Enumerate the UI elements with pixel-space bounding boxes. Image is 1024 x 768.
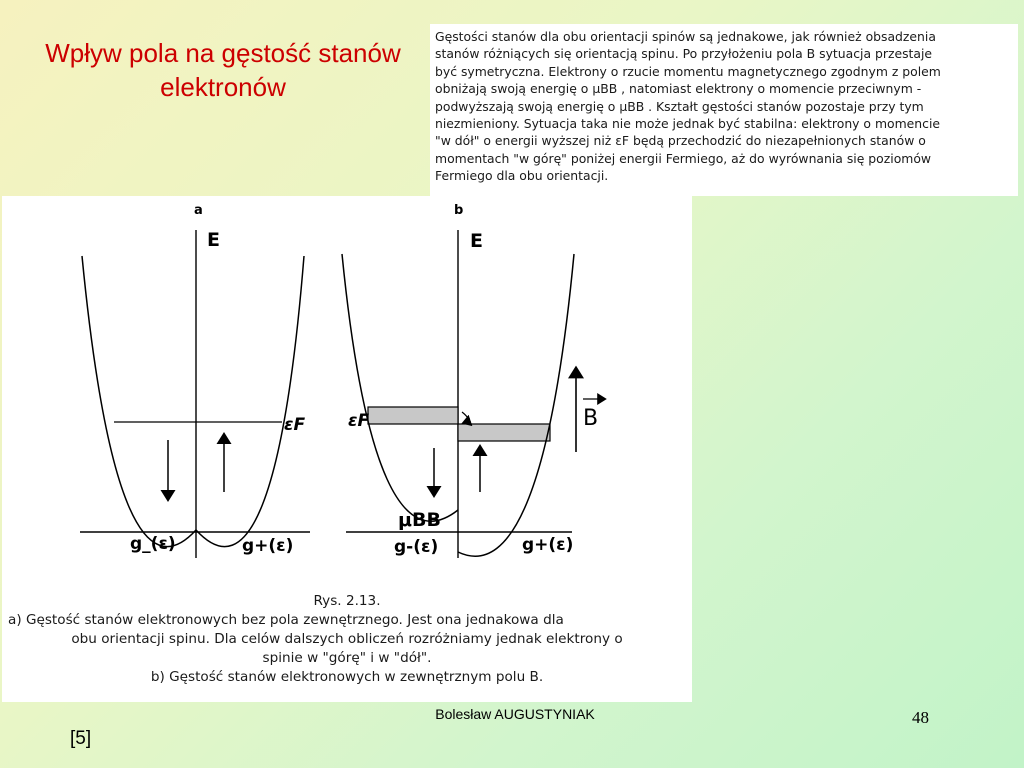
text-line: stanów różniących się orientacją spinu. Po przyłożeniu pola B sytuacja przestaje: [435, 46, 933, 62]
dos-diagram: [2, 196, 692, 596]
slide-title-line2: elektronów: [160, 72, 286, 102]
page-number: 48: [912, 708, 929, 727]
caption-figure-number: Rys. 2.13.: [313, 593, 381, 609]
dos-curve-spin-up-b: [458, 254, 574, 556]
transfer-arrow-b: [462, 412, 468, 422]
g-minus-label-a: g_(ε): [130, 534, 176, 554]
figure-caption: [2, 592, 692, 687]
dos-curve-spin-down-b: [342, 254, 458, 521]
slide-title-line1: Wpływ pola na gęstość stanów: [45, 38, 401, 68]
occupied-band-up-b: [458, 424, 550, 441]
mu-b-label: μBB: [398, 509, 441, 531]
field-label-b: B: [583, 406, 599, 431]
g-plus-label-b: g+(ε): [522, 535, 574, 555]
text-line: podwyższają swoją energię o μBB . Kształt gęstości stanów pozostaje przy tym: [435, 98, 924, 114]
description-text-panel: [430, 24, 1018, 196]
caption-line-a: a) Gęstość stanów elektronowych bez pola zewnętrznego. Jest ona jednakowa dla: [8, 612, 564, 628]
caption-line-a3: spinie w "górę" i w "dół".: [262, 650, 432, 666]
axis-label-e-b: E: [470, 230, 483, 252]
text-line: "w dół" o energii wyższej niż εF będą przechodzić do niezapełnionych stanów o: [435, 133, 926, 149]
caption-line-b: b) Gęstość stanów elektronowych w zewnętrznym polu B.: [150, 669, 544, 685]
axis-label-e-a: E: [207, 229, 220, 251]
fermi-label-b: εF: [348, 411, 370, 431]
density-of-states-figure: [2, 196, 692, 702]
text-line: Fermiego dla obu orientacji.: [435, 168, 609, 184]
g-plus-label-a: g+(ε): [242, 536, 294, 556]
dos-parabola-a: [82, 256, 304, 547]
text-line: momentach "w górę" poniżej energii Fermiego, aż do wyrównania się poziomów: [435, 150, 932, 166]
panel-b-label: b: [454, 203, 464, 218]
g-minus-label-b: g-(ε): [394, 537, 439, 557]
footer-reference: [5]: [70, 728, 92, 749]
footer-author: Bolesław AUGUSTYNIAK: [435, 706, 595, 722]
caption-line-a2: obu orientacji spinu. Dla celów dalszych obliczeń rozróżniamy jednak elektrony o: [71, 631, 623, 647]
occupied-band-down-b: [368, 407, 458, 424]
fermi-label-a: εF: [284, 415, 306, 435]
text-line: Gęstości stanów dla obu orientacji spinów są jednakowe, jak również obsadzenia: [435, 29, 936, 44]
panel-a-label: a: [194, 203, 203, 218]
slide-title: [18, 36, 428, 104]
text-line: być symetryczna. Elektrony o rzucie momentu magnetycznego zgodnym z polem: [435, 63, 941, 79]
text-line: niezmieniony. Sytuacja taka nie może jednak być stabilna: elektrony o momencie: [435, 116, 941, 132]
text-line: obniżają swoją energię o μBB , natomiast elektrony o momencie przeciwnym -: [435, 81, 922, 97]
